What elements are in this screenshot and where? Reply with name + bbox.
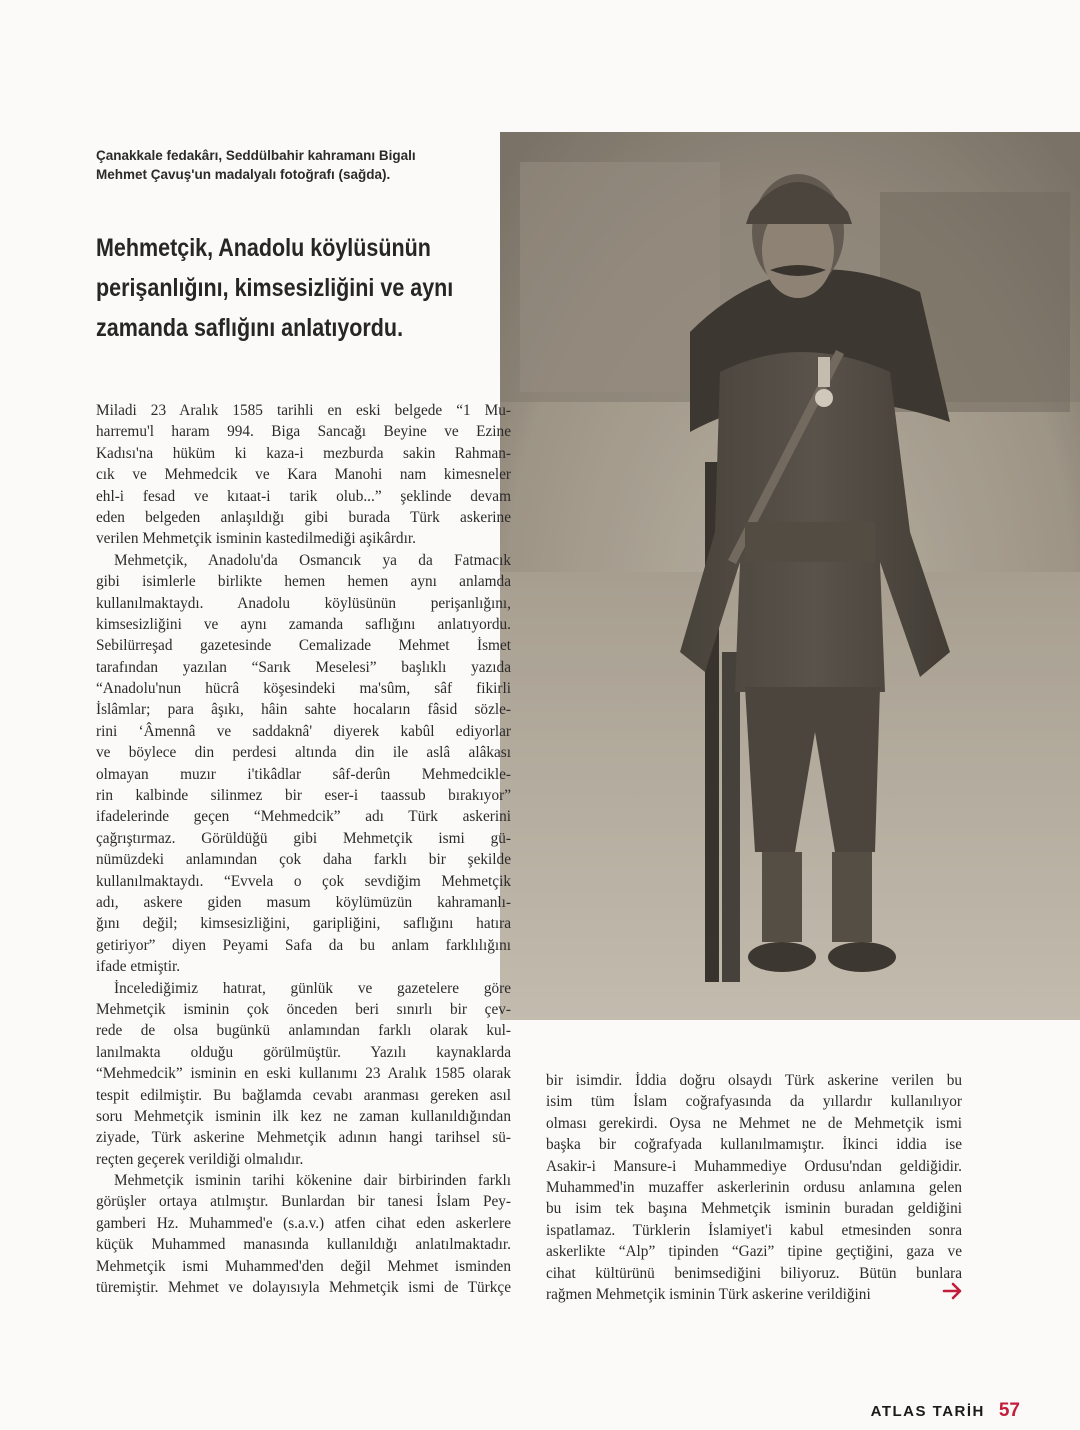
body-line: ğını değil; kimsesizliğini, garipliğini, saflığını hatıra <box>96 915 511 933</box>
body-line: tespit edilmiştir. Bu bağlamda cevabı aranması gereken asıl <box>96 1086 511 1104</box>
body-line: Mehmetçik, Anadolu'da Osmancık ya da Fatmacık <box>114 551 511 569</box>
caption-line: Mehmet Çavuş'un madalyalı fotoğrafı (sağda). <box>96 167 391 182</box>
pull-quote-line: Mehmetçik, Anadolu köylüsünün <box>96 234 431 262</box>
photo-caption <box>96 146 486 184</box>
body-line: rini ‘Âmennâ ve saddaknâ' diyerek kabûl ediyorlar <box>96 722 511 740</box>
pull-quote-line: perişanlığını, kimsesizliğini ve aynı <box>96 274 454 302</box>
body-line: rede de olsa bugünkü anlamından farklı olarak kul- <box>96 1022 511 1040</box>
body-line: cihat kültürünü benimsediğini biliyoruz. Bütün bunlara <box>546 1264 962 1282</box>
body-line: Miladi 23 Aralık 1585 tarihli en eski belgede “1 Mu- <box>96 402 511 419</box>
body-line: kullanılmaktaydı. “Evvela o çok sevdiğim Mehmetçik <box>96 872 511 890</box>
body-line: “Mehmedcik” isminin en eski kullanımı 23 Aralık 1585 olarak <box>96 1065 511 1083</box>
body-line: ve böylece din perdesi altında din ile aslâ alâkası <box>96 744 511 762</box>
body-line: “Anadolu'nun hücrâ köşesindeki ma'sûm, sâf fikirli <box>96 680 511 698</box>
body-line: kimsesizliğini ve aynı zamanda saflığını anlatıyordu. <box>96 615 511 633</box>
body-line: gibi isimlerle birlikte hemen hemen aynı anlamda <box>96 573 511 591</box>
body-line: küçük Muhammed manasında kullanıldığı anlatılmaktadır. <box>96 1236 511 1254</box>
soldier-photo <box>500 132 1080 1020</box>
body-line: eden belgeden anlaşıldığı gibi burada Türk askerine <box>96 508 511 526</box>
body-line: Kadısı'na hüküm ki kaza-i mezburda sakin Rahman- <box>96 444 511 462</box>
body-line: nümüzdeki anlamından çok daha farklı bir şekilde <box>96 851 511 869</box>
body-line: görüşler ortaya atılmıştır. Bunlardan bir tanesi İslam Pey- <box>96 1193 511 1211</box>
body-line: Mehmetçik ismi Muhammed'den değil Mehmet isminden <box>96 1257 511 1275</box>
body-line: harremu'l haram 994. Biga Sancağı Beyine ve Ezine <box>96 423 511 441</box>
body-line: başka bir coğrafyada kullanılmamıştır. İkinci iddia ise <box>546 1136 962 1154</box>
body-line: İslâmlar; para âşıkı, hâin sahte hocaların fâsid sözle- <box>96 701 511 719</box>
body-line: tarafından yazılan “Sarık Meselesi” başlıklı yazıda <box>96 658 511 676</box>
body-line: İncelediğimiz hatırat, günlük ve gazetelere göre <box>114 979 511 997</box>
body-line: rin kalbinde silinmez bir eser-i taassub bırakıyor” <box>96 787 511 805</box>
body-line: bu isim tek başına Mehmetçik isminin buradan geldiğini <box>546 1200 962 1218</box>
body-column-left <box>96 400 511 1298</box>
body-line: olması gerekirdi. Oysa ne Mehmet ne de Mehmetçik ismi <box>546 1114 962 1132</box>
body-line: Muhammed'in muzaffer askerlerinin ordusu anlamına gelen <box>546 1178 962 1196</box>
body-line: Mehmetçik isminin tarihi kökenine dair birbirinden farklı <box>114 1172 511 1190</box>
body-column-right <box>546 1070 962 1305</box>
pull-quote <box>96 228 454 348</box>
body-line: kullanılmaktaydı. Anadolu köylüsünün perişanlığını, <box>96 594 511 612</box>
body-line: ehl-i fesad ve kıtaat-i tarik olub...” şeklinde devam <box>96 487 511 505</box>
body-line: Sebilürreşad gazetesinde Cemalizade Mehmet İsmet <box>96 637 511 655</box>
body-line: ifade etmiştir. <box>96 958 181 976</box>
caption-line: Çanakkale fedakârı, Seddülbahir kahramanı Bigalı <box>96 148 416 163</box>
body-line: ziyade, Türk askerine Mehmetçik adının hangi tarihsel sü- <box>96 1129 511 1147</box>
body-line: ifadelerinde geçen “Mehmedcik” adı Türk askerini <box>96 808 511 826</box>
body-line: cık ve Mehmedcik ve Kara Manohi nam kimesneler <box>96 466 511 484</box>
body-line: olmayan muzır i'tikâdlar sâf-derûn Mehmedcikle- <box>96 765 511 783</box>
body-line: adı, askere giden masum köylümüzün kahramanlı- <box>96 893 511 911</box>
body-line: getiriyor” diyen Peyami Safa da bu anlam farklılığını <box>96 936 511 954</box>
body-line: rağmen Mehmetçik isminin Türk askerine verildiğini <box>546 1285 871 1303</box>
body-line: askerlikte “Alp” tipinden “Gazi” tipine geçtiğini, gaza ve <box>546 1243 962 1261</box>
body-line: soru Mehmetçik isminin ilk kez ne zaman kullanıldığından <box>96 1107 511 1125</box>
body-line: lanılmakta olduğu görülmüştür. Yazılı kaynaklarda <box>96 1043 511 1061</box>
body-line: isim tüm İslam coğrafyasında da yıllardır kullanılıyor <box>546 1093 962 1111</box>
body-line: Mehmetçik isminin çok önceden beri sınırlı bir çev- <box>96 1000 511 1018</box>
body-line: çağrıştırmaz. Görüldüğü gibi Mehmetçik ismi gü- <box>96 829 511 847</box>
body-line: gamberi Hz. Muhammed'e (s.a.v.) atfen cihat eden askerlere <box>96 1214 511 1232</box>
body-line: Asakir-i Mansure-i Muhammediye Ordusu'ndan geldiğidir. <box>546 1157 962 1175</box>
arrow-right-icon <box>942 1282 964 1300</box>
pull-quote-line: zamanda saflığını anlatıyordu. <box>96 314 404 342</box>
magazine-name: ATLAS TARİH <box>870 1403 985 1420</box>
body-line: ispatlamaz. Türklerin İslamiyet'i kabul etmesinden sonra <box>546 1221 962 1239</box>
body-line: türemiştir. Mehmet ve dolayısıyla Mehmetçik ismi de Türkçe <box>96 1279 511 1297</box>
body-line: bir isimdir. İddia doğru olsaydı Türk askerine verilen bu <box>546 1072 962 1089</box>
body-line: verilen Mehmetçik isminin kastedilmediği aşikârdır. <box>96 530 416 548</box>
body-line: reçten geçerek verildiği olmalıdır. <box>96 1150 304 1168</box>
page-number: 57 <box>998 1400 1020 1421</box>
page-footer <box>820 1400 1020 1430</box>
